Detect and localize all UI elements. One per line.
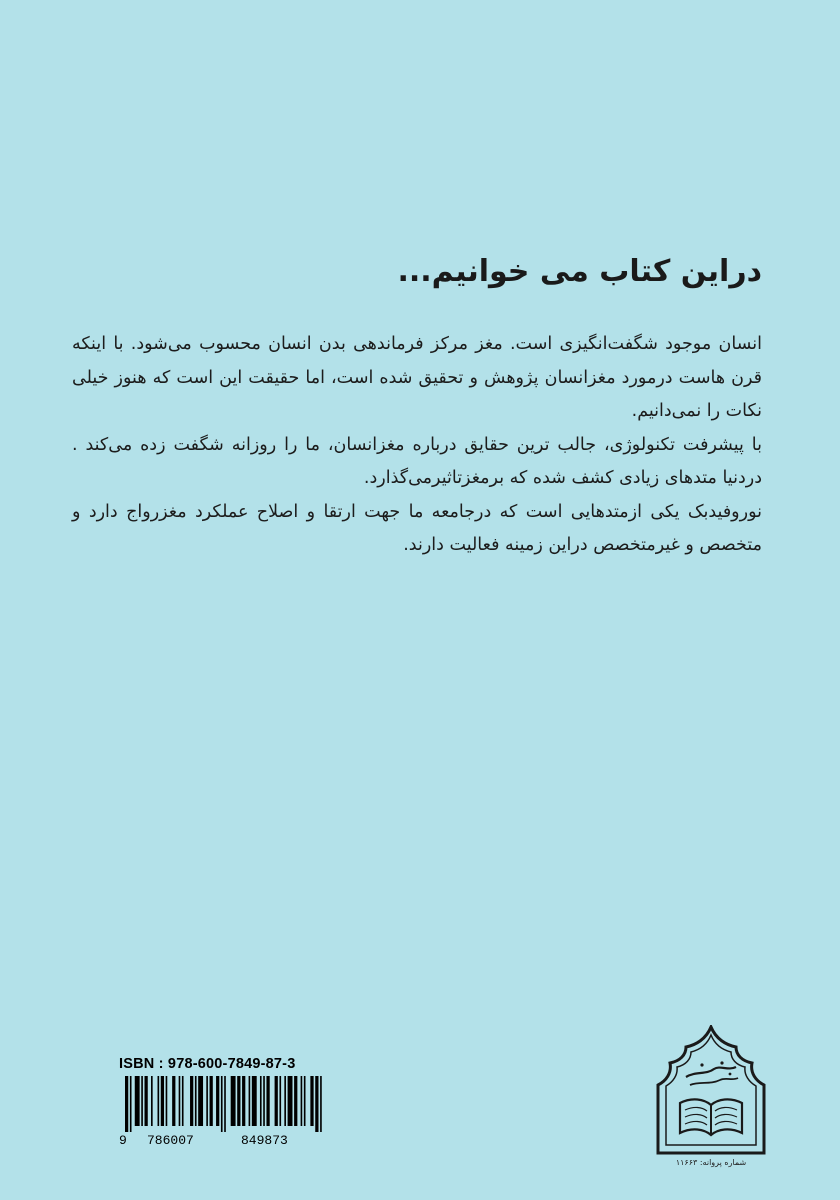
- barcode-digit-group-1: 786007: [147, 1133, 194, 1148]
- blurb-paragraph: نوروفیدبک یکی ازمتدهایی است که درجامعه ما جهت ارتقا و اصلاح عملکرد مغزرواج دارد و متخصص و غیرمتخصص دراین زمینه فعالیت دارند.: [72, 501, 762, 555]
- blurb-paragraph: با پیشرفت تکنولوژی، جالب ترین حقایق درباره مغزانسان، ما را روزانه شگفت زده می‌کند . دردنیا متدهای زیادی کشف شده که برمغزتاثیرمی‌گذارد.: [72, 434, 762, 488]
- barcode-digit-first: 9: [119, 1133, 127, 1148]
- barcode-digit-group-2: 849873: [241, 1133, 288, 1148]
- barcode-digits: [119, 1133, 331, 1149]
- barcode-icon: [125, 1076, 325, 1132]
- isbn-block: [119, 1056, 331, 1149]
- blurb-paragraph: انسان موجود شگفت‌انگیزی است. مغز مرکز فرماندهی بدن انسان محسوب می‌شود. با اینکه قرن هاست درمورد مغزانسان پژوهش و تحقیق شده است، اما حقیقت این است که هنوز خیلی نکات را نمی‌دانیم.: [72, 334, 762, 421]
- publisher-logo-icon: [656, 1025, 766, 1175]
- license-number: شماره پروانه: ۱۱۶۶۳: [675, 1158, 747, 1167]
- blurb-text: [72, 328, 762, 563]
- section-heading: دراین کتاب می خوانیم...: [397, 254, 762, 289]
- isbn-label: ISBN : 978-600-7849-87-3: [119, 1056, 296, 1072]
